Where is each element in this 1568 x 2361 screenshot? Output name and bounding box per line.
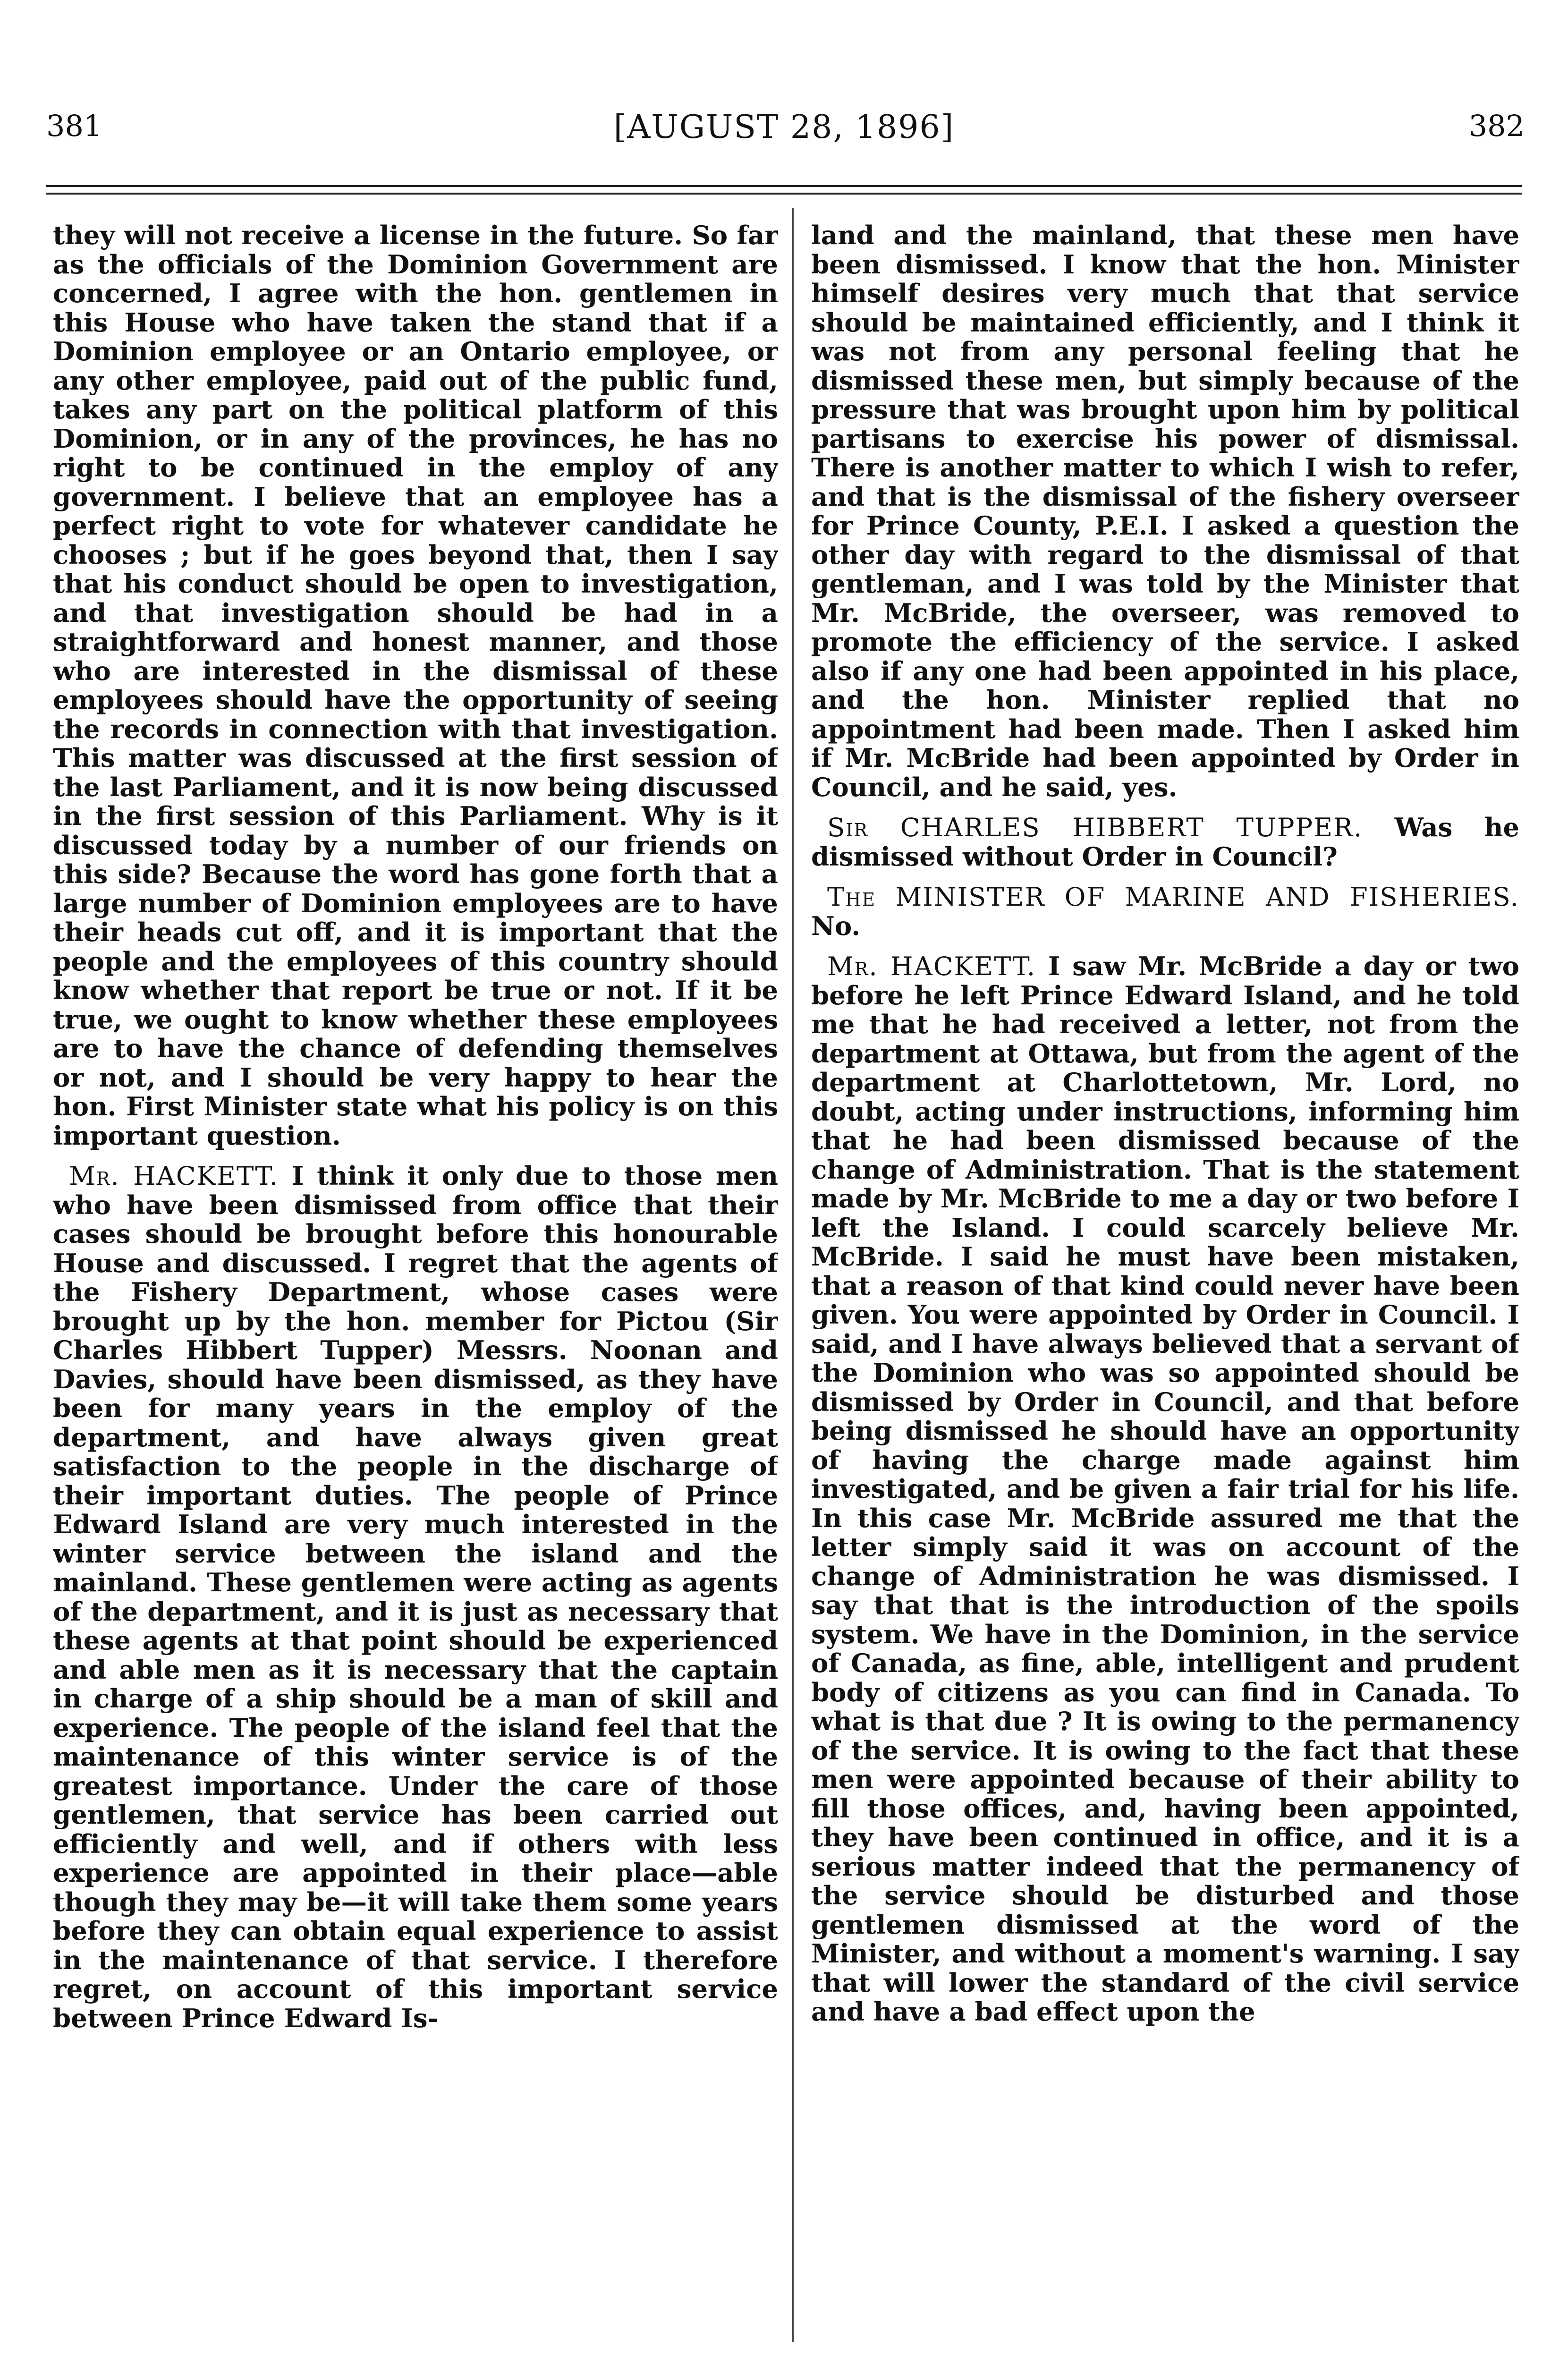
page-number-right: 382	[1468, 109, 1525, 143]
page-header	[0, 109, 1568, 161]
speech-text: No.	[811, 910, 861, 941]
right-paragraph-3	[811, 883, 1519, 941]
column-divider	[792, 208, 794, 2342]
right-paragraph-4	[811, 952, 1519, 2027]
speaker-name: Mr. HACKETT.	[69, 1161, 279, 1191]
right-paragraph-1: land and the mainland, that these men have been dismissed. I know that the hon. Minister himself desires very much that that service should be maintained efficiently, and I think it was not from any personal feeling that he dismissed these men, but simply because of the pressure that was brought upon him by political partisans to exercise his power of dismissal. There is another matter to which I wish to refer, and that is the dismissal of the fishery overseer for Prince County, P.E.I. I asked a question the other day with regard to the dismissal of that gentleman, and I was told by the Minister that Mr. McBride, the overseer, was removed to promote the efficiency of the service. I asked also if any one had been appointed in his place, and the hon. Minister replied that no appointment had been made. Then I asked him if Mr. McBride had been appointed by Order in Council, and he said, yes.	[811, 221, 1519, 802]
left-column	[53, 221, 778, 2332]
right-column	[811, 221, 1519, 2332]
page-number-left: 381	[46, 109, 102, 143]
left-paragraph-1: they will not receive a license in the future. So far as the officials of the Dominion Government are concerned, I agree with the hon. gentlemen in this House who have taken the stand that if a Dominion employee or an Ontario employee, or any other employee, paid out of the public fund, takes any part on the political platform of this Dominion, or in any of the provinces, he has no right to be continued in the employ of any government. I believe that an employee has a perfect right to vote for whatever candidate he chooses ; but if he goes beyond that, then I say that his conduct should be open to investigation, and that investigation should be had in a straightforward and honest manner, and those who are interested in the dismissal of these employees should have the opportunity of seeing the records in connection with that investigation. This matter was discussed at the first session of the last Parliament, and it is now being discussed in the first session of this Parliament. Why is it discussed today by a number of our friends on this side? Because the word has gone forth that a large number of Dominion employees are to have their heads cut off, and it is important that the people and the employees of this country should know whether that report be true or not. If it be true, we ought to know whether these employees are to have the chance of defending themselves or not, and I should be very happy to hear the hon. First Minister state what his policy is on this important question.	[53, 221, 778, 1151]
header-rule-top	[46, 185, 1522, 187]
speech-text: Was he dismissed without Order in Council?	[811, 812, 1519, 872]
header-rule-bottom	[46, 193, 1522, 195]
speaker-name: The MINISTER OF MARINE AND FISHERIES.	[827, 882, 1519, 912]
right-paragraph-2	[811, 813, 1519, 871]
speech-text: I think it only due to those men who have been dismissed from office that their cases should be brought before this honourable House and discussed. I regret that the agents of the Fishery Department, whose cases were brought up by the hon. member for Pictou (Sir Charles Hibbert Tupper) Messrs. Noonan and Davies, should have been dismissed, as they have been for many years in the employ of the department, and have always given great satisfaction to the people in the discharge of their important duties. The people of Prince Edward Island are very much interested in the winter service between the island and the mainland. These gentlemen were acting as agents of the department, and it is just as necessary that these agents at that point should be experienced and able men as it is necessary that the captain in charge of a ship should be a man of skill and experience. The people of the island feel that the maintenance of this winter service is of the greatest importance. Under the care of those gentlemen, that service has been carried out efficiently and well, and if others with less experience are appointed in their place—able though they may be—it will take them some years before they can obtain equal experience to assist in the maintenance of that service. I therefore regret, on account of this important service between Prince Edward Is-	[53, 1161, 778, 2033]
date-line: [AUGUST 28, 1896]	[613, 109, 955, 146]
speaker-name: Mr. HACKETT.	[827, 951, 1036, 981]
speaker-name: Sir CHARLES HIBBERT TUPPER.	[827, 812, 1363, 842]
speech-text: I saw Mr. McBride a day or two before he left Prince Edward Island, and he told me that he had received a letter, not from the department at Ottawa, but from the agent of the department at Charlottetown, Mr. Lord, no doubt, acting under instructions, informing him that he had been dismissed because of the change of Administration. That is the statement made by Mr. McBride to me a day or two before I left the Island. I could scarcely believe Mr. McBride. I said he must have been mistaken, that a reason of that kind could never have been given. You were appointed by Order in Council. I said, and I have always believed that a servant of the Dominion who was so appointed should be dismissed by Order in Council, and that before being dismissed he should have an opportunity of having the charge made against him investigated, and be given a fair trial for his life. In this case Mr. McBride assured me that the letter simply said it was on account of the change of Administration he was dismissed. I say that that is the introduction of the spoils system. We have in the Dominion, in the service of Canada, as fine, able, intelligent and prudent body of citizens as you can find in Canada. To what is that due ? It is owing to the permanency of the service. It is owing to the fact that these men were appointed because of their ability to fill those offices, and, having been appointed, they have been continued in office, and it is a serious matter indeed that the permanency of the service should be disturbed and those gentlemen dismissed at the word of the Minister, and without a moment's warning. I say that will lower the standard of the civil service and have a bad effect upon the	[811, 951, 1519, 2027]
left-paragraph-2	[53, 1162, 778, 2033]
